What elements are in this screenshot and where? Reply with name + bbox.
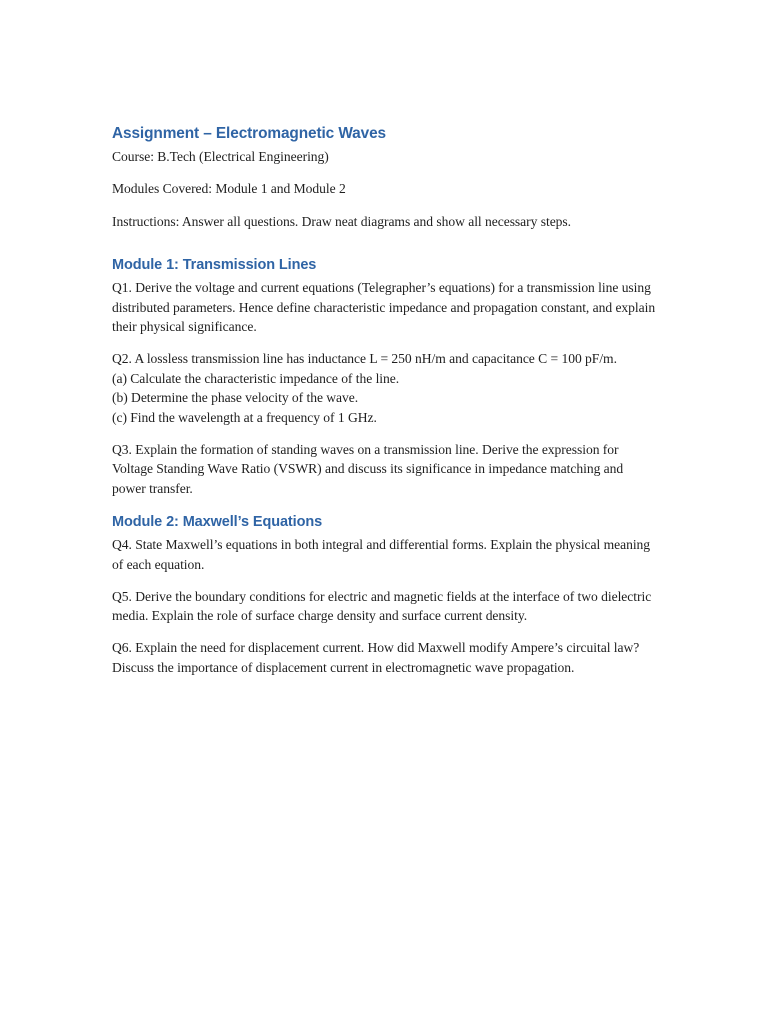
module-1-section: [112, 255, 660, 498]
question-4: Q4. State Maxwell’s equations in both integral and differential forms. Explain the physical meaning of each equation.: [112, 537, 651, 572]
modules-covered-line: Modules Covered: Module 1 and Module 2: [112, 181, 346, 197]
module-1-heading: Module 1: Transmission Lines: [112, 257, 317, 274]
document-content: [112, 123, 660, 677]
module-2-heading: Module 2: Maxwell’s Equations: [112, 514, 323, 531]
document-title: Assignment – Electromagnetic Waves: [112, 125, 387, 142]
question-2: [112, 349, 660, 427]
question-2-part-b: (b) Determine the phase velocity of the wave.: [112, 390, 359, 406]
question-6: Q6. Explain the need for displacement current. How did Maxwell modify Ampere’s circuital law? Discuss the importance of displacement current in electromagnetic wave propagation.: [112, 640, 640, 675]
question-2-part-a: (a) Calculate the characteristic impedance of the line.: [112, 370, 400, 386]
instructions-line: Instructions: Answer all questions. Draw neat diagrams and show all necessary steps.: [112, 213, 572, 229]
question-1: Q1. Derive the voltage and current equations (Telegrapher’s equations) for a transmission line using distributed parameters. Hence define characteristic impedance and propagation constant, and explain their physical significance.: [112, 280, 656, 335]
course-line: Course: B.Tech (Electrical Engineering): [112, 149, 329, 164]
question-2-text: Q2. A lossless transmission line has inductance L = 250 nH/m and capacitance C = 100 pF/m.: [112, 351, 617, 367]
question-5: Q5. Derive the boundary conditions for electric and magnetic fields at the interface of two dielectric media. Explain the role of surface charge density and surface current density.: [112, 588, 652, 624]
module-2-section: [112, 512, 660, 677]
question-3: Q3. Explain the formation of standing waves on a transmission line. Derive the expression for Voltage Standing Wave Ratio (VSWR) and discuss its significance in impedance matching and power transfer.: [112, 441, 624, 496]
question-2-part-c: (c) Find the wavelength at a frequency of 1 GHz.: [112, 409, 377, 425]
